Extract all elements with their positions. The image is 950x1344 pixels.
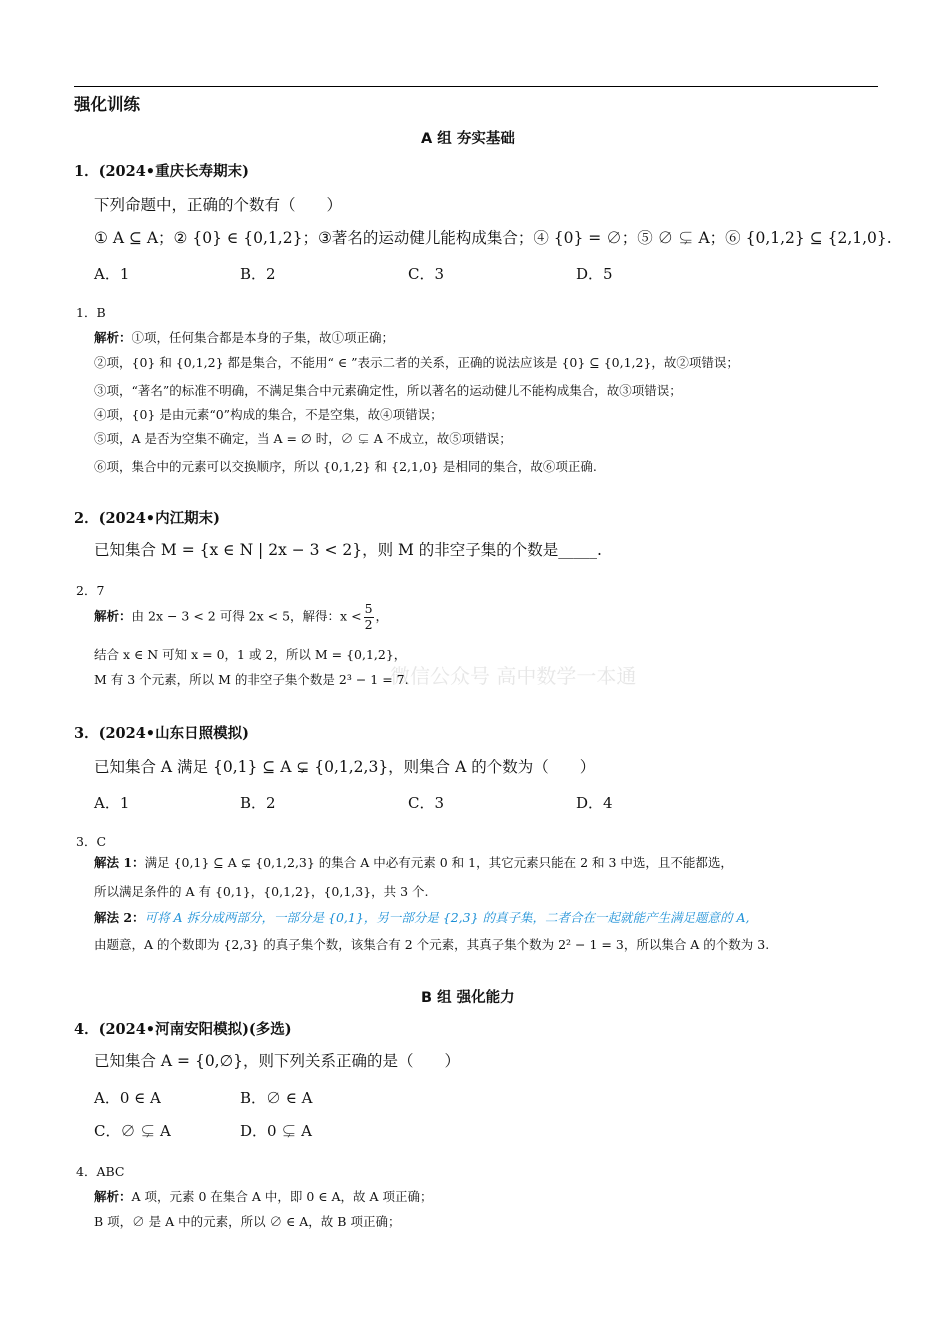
a1-line-2: ②项，{0} 和 {0,1,2} 都是集合，不能用“ ∈ ”表示二者的关系，正确的说法应该是 {0} ⊆ {0,1,2}，故②项错误；	[94, 355, 739, 370]
a3-line-1: 解法 1：满足 {0,1} ⊆ A ⊊ {0,1,2,3} 的集合 A 中必有元素 0 和 1，其它元素只能在 2 和 3 中选，且不能都选，	[94, 855, 733, 870]
a3-line-3: 解法 2：可将 A 拆分成两部分，一部分是 {0,1}，另一部分是 {2,3} 的真子集，二者合在一起就能产生满足题意的 A,	[94, 910, 750, 925]
a1-answer: 1．B	[76, 305, 106, 320]
q4-option-c: C．∅ ⊊ A	[94, 1122, 171, 1140]
a3-line-4: 由题意，A 的个数即为 {2,3} 的真子集个数，该集合有 2 个元素，其真子集个数为 2² − 1 = 3，所以集合 A 的个数为 3.	[94, 937, 770, 952]
fraction: $\frac{5}{2}$	[364, 601, 373, 632]
q2-number: 2．(2024•内江期末)	[74, 510, 220, 527]
q1-number: 1．(2024•重庆长寿期末)	[74, 163, 249, 180]
page-title: 强化训练	[74, 95, 140, 114]
q3-option-b: B．2	[240, 794, 276, 812]
a3-answer: 3．C	[76, 834, 107, 849]
q3-option-c: C．3	[408, 794, 445, 812]
q1-statements: ① A ⊆ A；② {0} ∈ {0,1,2}；③著名的运动健儿能构成集合；④ {0} = ∅；⑤ ∅ ⊊ A；⑥ {0,1,2} ⊆ {2,1,0}.	[94, 229, 892, 247]
a1-line-1: 解析：①项，任何集合都是本身的子集，故①项正确；	[94, 330, 395, 345]
q4-option-b: B．∅ ∈ A	[240, 1089, 313, 1107]
q1-option-d: D．5	[576, 265, 613, 283]
q1-option-b: B．2	[240, 265, 276, 283]
a3-line-2: 所以满足条件的 A 有 {0,1}，{0,1,2}，{0,1,3}，共 3 个.	[94, 884, 429, 899]
a2-line-2: 结合 x ∈ N 可知 x = 0，1 或 2，所以 M = {0,1,2}，	[94, 647, 407, 662]
q1-stem: 下列命题中，正确的个数有（ ）	[94, 196, 343, 214]
q3-option-a: A．1	[94, 794, 130, 812]
a2-line-1: 解析：由 2x − 3 < 2 可得 2x < 5，解得：x < $\frac{5}{2}$ ，	[94, 601, 389, 632]
a4-line-2: B 项，∅ 是 A 中的元素，所以 ∅ ∈ A，故 B 项正确；	[94, 1214, 401, 1229]
watermark: 微信公众号 高中数学一本通	[390, 664, 637, 688]
q4-option-d: D．0 ⊊ A	[240, 1122, 312, 1140]
a1-line-4: ④项，{0} 是由元素“0”构成的集合，不是空集，故④项错误；	[94, 407, 443, 422]
a1-line-5: ⑤项，A 是否为空集不确定，当 A = ∅ 时，∅ ⊊ A 不成立，故⑤项错误；	[94, 431, 512, 446]
q4-option-a: A．0 ∈ A	[94, 1089, 161, 1107]
q2-stem: 已知集合 M = {x ∈ N | 2x − 3 < 2}，则 M 的非空子集的个数是_____.	[94, 541, 602, 559]
a4-line-1: 解析：A 项，元素 0 在集合 A 中，即 0 ∈ A，故 A 项正确；	[94, 1189, 433, 1204]
q3-option-d: D．4	[576, 794, 613, 812]
section-b-title: B 组 强化能力	[421, 990, 515, 1006]
q1-option-c: C．3	[408, 265, 445, 283]
q3-stem: 已知集合 A 满足 {0,1} ⊆ A ⊊ {0,1,2,3}，则集合 A 的个数为（ ）	[94, 758, 596, 776]
q3-number: 3．(2024•山东日照模拟)	[74, 725, 249, 742]
q4-number: 4．(2024•河南安阳模拟)(多选)	[74, 1021, 292, 1038]
header-rule	[74, 86, 878, 87]
a2-line-3: M 有 3 个元素，所以 M 的非空子集个数是 2³ − 1 = 7.	[94, 672, 409, 687]
q1-option-a: A．1	[94, 265, 130, 283]
a1-line-6: ⑥项，集合中的元素可以交换顺序，所以 {0,1,2} 和 {2,1,0} 是相同的集合，故⑥项正确.	[94, 459, 597, 474]
q4-stem: 已知集合 A = {0,∅}，则下列关系正确的是（ ）	[94, 1052, 460, 1070]
a2-answer: 2．7	[76, 583, 105, 598]
analysis-label: 解析：	[94, 330, 132, 345]
section-a-title: A 组 夯实基础	[421, 131, 515, 147]
a1-line-3: ③项，“著名”的标准不明确，不满足集合中元素确定性，所以著名的运动健儿不能构成集合，故③项错误；	[94, 383, 682, 398]
a4-answer: 4．ABC	[76, 1164, 125, 1179]
